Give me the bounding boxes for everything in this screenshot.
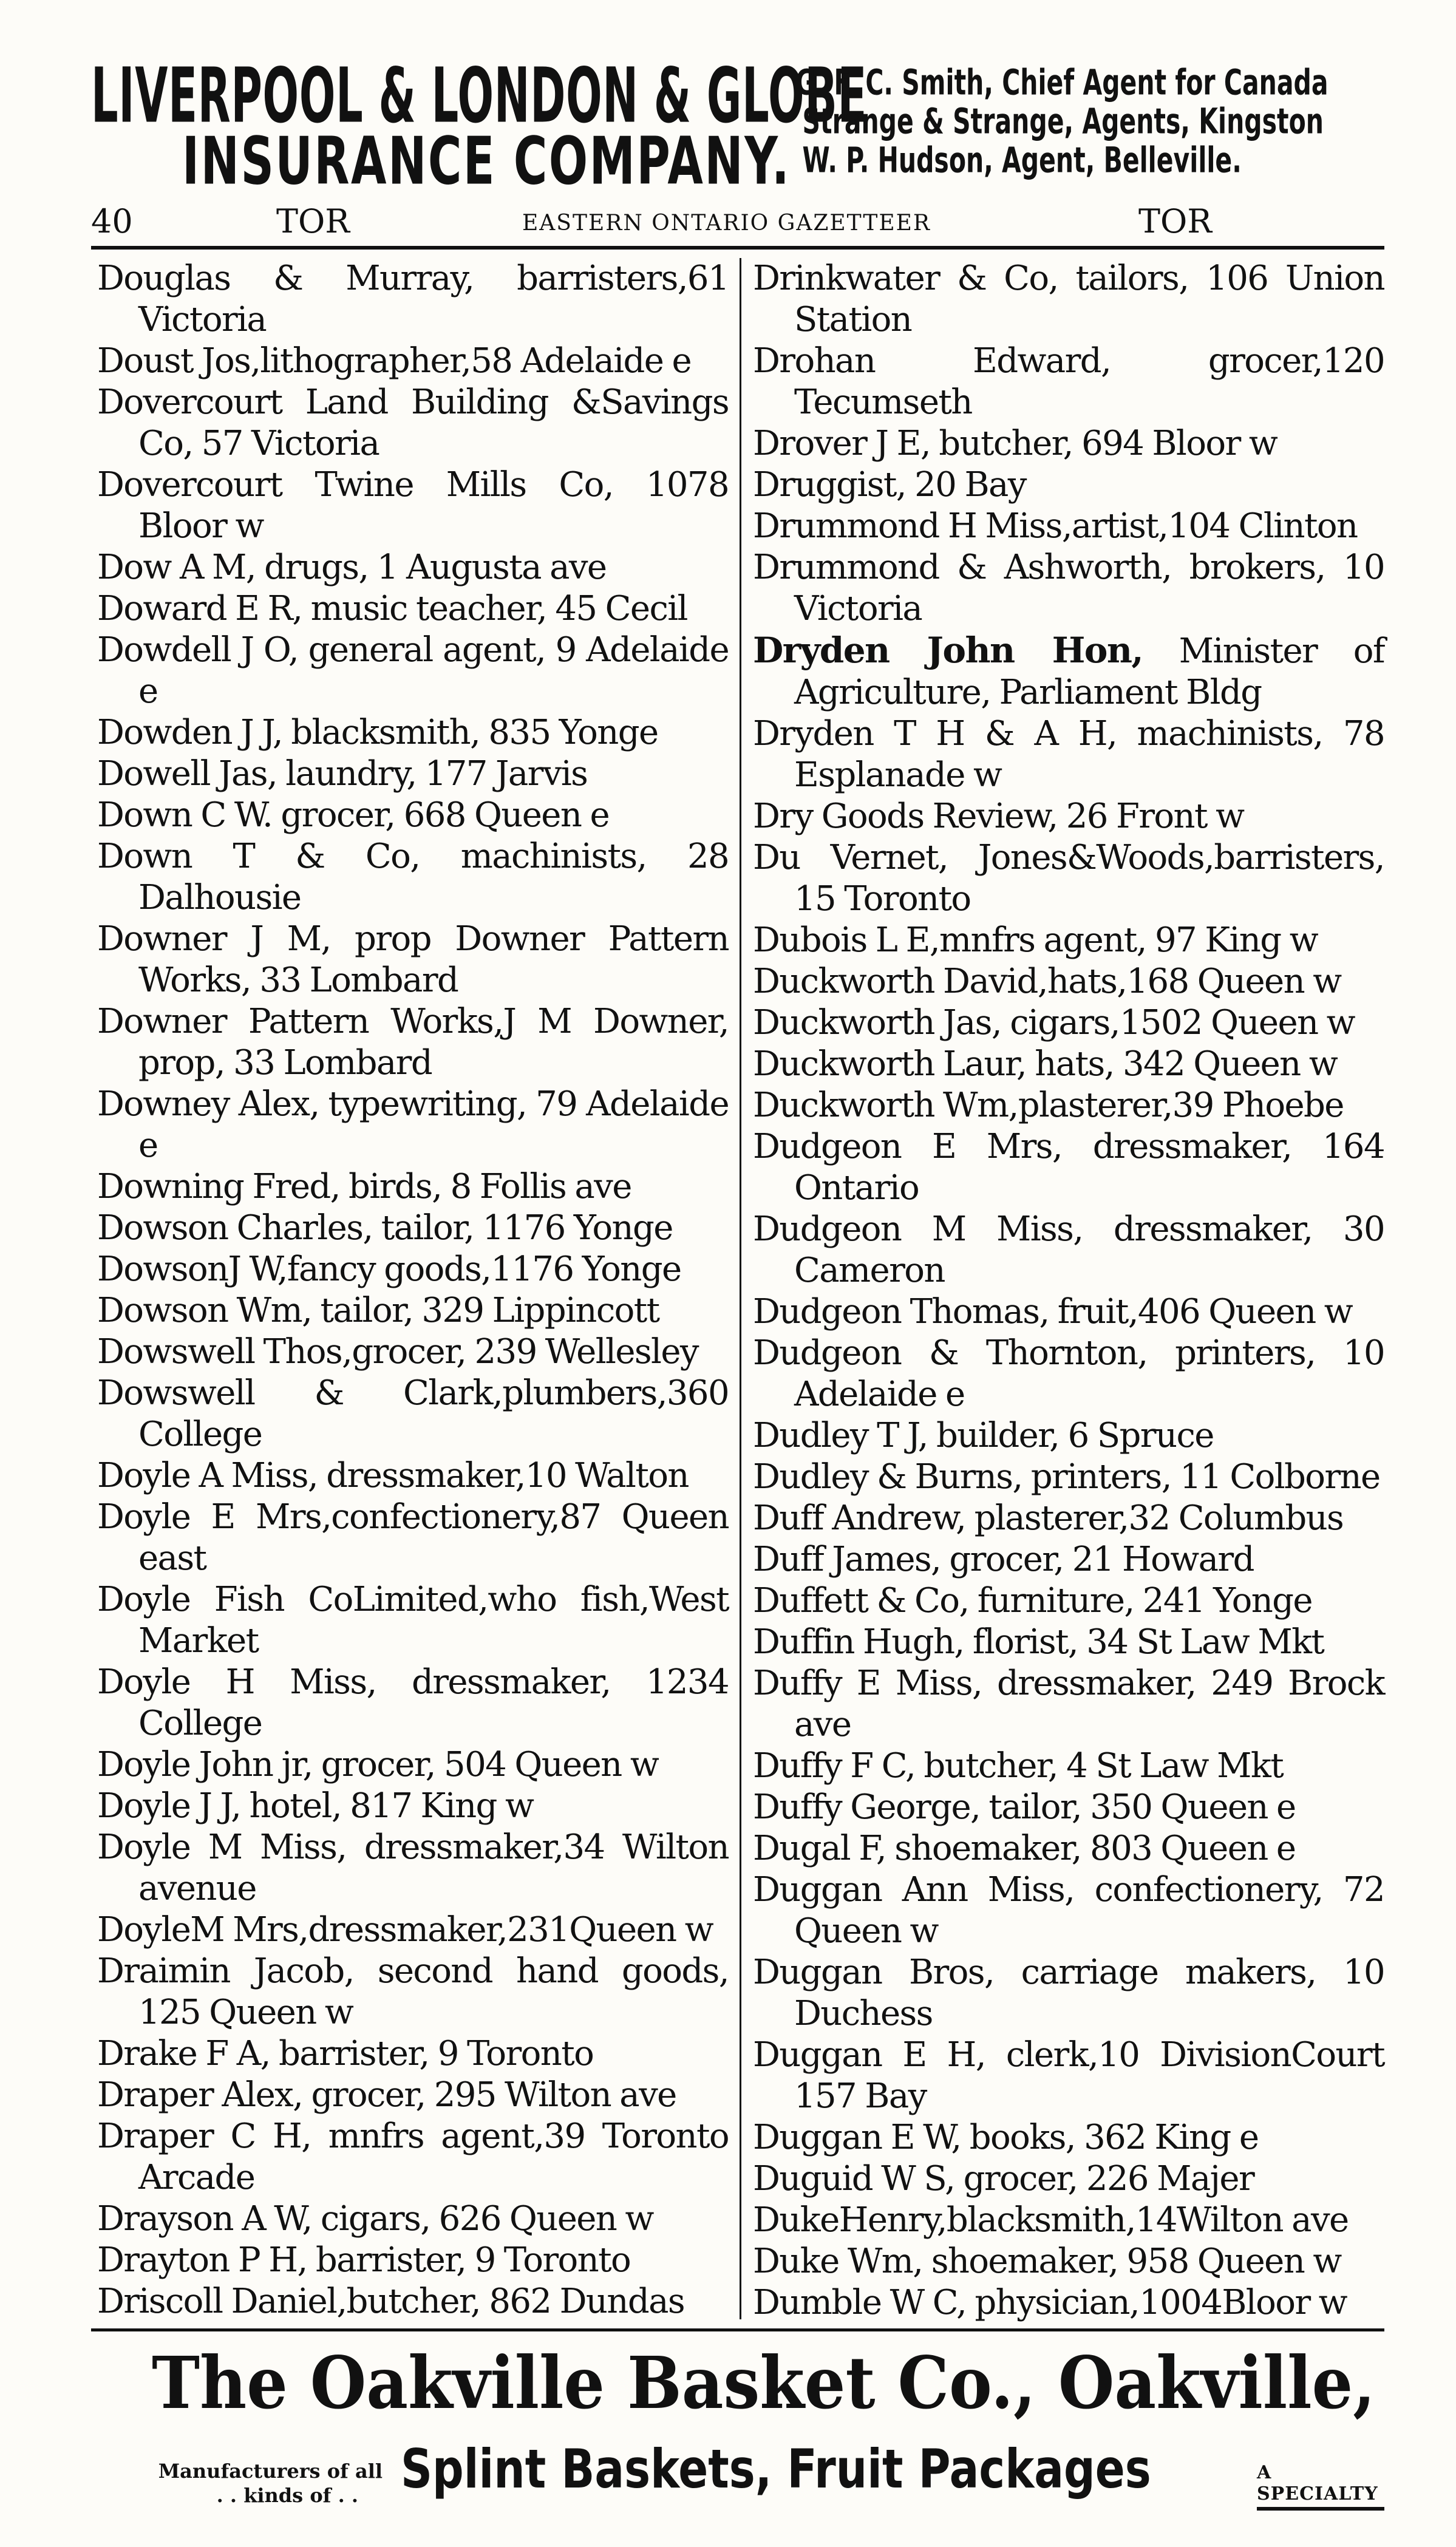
ad-agent-line: Strange & Strange, Agents, Kingston <box>802 101 1324 142</box>
directory-entry: Drake F A, barrister, 9 Toronto <box>97 2034 594 2073</box>
ad-company-name-line1: LIVERPOOL & LONDON & GLOBE <box>91 52 868 140</box>
directory-entry: Duffy E Miss, dressmaker, 249 Brock ave <box>753 1664 1384 1744</box>
directory-entry: Downer Pattern Works,J M Downer, prop, 33 Lombard <box>97 1002 729 1083</box>
header-left-title: TOR <box>276 202 350 240</box>
directory-entry: Duckworth David,hats,168 Queen w <box>753 962 1341 1001</box>
running-header <box>91 197 1384 250</box>
directory-entry: Dowden J J, blacksmith, 835 Yonge <box>97 713 658 752</box>
directory-entry: Dowdell J O, general agent, 9 Adelaide e <box>97 630 729 711</box>
directory-entry: Duguid W S, grocer, 226 Majer <box>753 2159 1254 2198</box>
directory-entry: Driscoll Daniel,butcher, 862 Dundas <box>97 2282 685 2321</box>
directory-entry: Duckworth Wm,plasterer,39 Phoebe <box>753 1086 1344 1125</box>
directory-columns <box>91 258 1384 2322</box>
directory-entry: Drover J E, butcher, 694 Bloor w <box>753 424 1277 463</box>
directory-entry: Doyle John jr, grocer, 504 Queen w <box>97 1745 659 1784</box>
entry-text: Minister of Agriculture, Parliament Bldg <box>794 631 1384 712</box>
directory-entry: Down C W. grocer, 668 Queen e <box>97 795 610 835</box>
directory-entry: Dowswell Thos,grocer, 239 Wellesley <box>97 1332 698 1372</box>
directory-entry: Dovercourt Twine Mills Co, 1078 Bloor w <box>97 465 729 546</box>
directory-page <box>91 52 1384 2517</box>
directory-entry: Dowson Wm, tailor, 329 Lippincott <box>97 1291 659 1330</box>
directory-entry: Douglas & Murray, barristers,61 Victoria <box>97 259 729 339</box>
directory-entry: Duffin Hugh, florist, 34 St Law Mkt <box>753 1622 1324 1662</box>
directory-entry: Druggist, 20 Bay <box>753 465 1026 505</box>
directory-entry: Downing Fred, birds, 8 Follis ave <box>97 1167 631 1206</box>
right-column <box>753 258 1384 2322</box>
directory-entry: Draimin Jacob, second hand goods, 125 Queen w <box>97 1951 729 2032</box>
ad-agent-line: W. P. Hudson, Agent, Belleville. <box>802 140 1242 181</box>
directory-entry: Drohan Edward, grocer,120 Tecumseth <box>753 341 1384 422</box>
directory-entry: Doyle E Mrs,confectionery,87 Queen east <box>97 1497 729 1578</box>
directory-entry: Doyle J J, hotel, 817 King w <box>97 1786 534 1826</box>
page-number: 40 <box>91 202 133 240</box>
entry-bold-name: Dryden John Hon, <box>753 630 1143 671</box>
ad-basket-company: The Oakville Basket Co., Oakville, <box>152 2341 1376 2425</box>
directory-entry: DukeHenry,blacksmith,14Wilton ave <box>753 2200 1349 2240</box>
directory-entry: Dryden T H & A H, machinists, 78 Esplanade w <box>753 714 1384 795</box>
directory-entry: Doyle M Miss, dressmaker,34 Wilton avenue <box>97 1828 729 1908</box>
directory-entry: Draper Alex, grocer, 295 Wilton ave <box>97 2075 676 2115</box>
directory-entry: Dudgeon & Thornton, printers, 10 Adelaide e <box>753 1333 1384 1414</box>
directory-entry: Drummond H Miss,artist,104 Clinton <box>753 506 1358 546</box>
ad-manufacturers-line: Manufacturers of all <box>158 2460 383 2483</box>
left-column <box>97 258 729 2319</box>
directory-entry: Drayson A W, cigars, 626 Queen w <box>97 2199 653 2239</box>
directory-entry: Dow A M, drugs, 1 Augusta ave <box>97 548 607 587</box>
basket-advertisement <box>91 2341 1384 2517</box>
directory-entry: Dudley T J, builder, 6 Spruce <box>753 1416 1214 1455</box>
directory-entry: Downey Alex, typewriting, 79 Adelaide e <box>97 1084 729 1165</box>
footer-divider <box>91 2328 1384 2331</box>
directory-entry: Dowswell & Clark,plumbers,360 College <box>97 1373 729 1454</box>
directory-entry: Dudgeon E Mrs, dressmaker, 164 Ontario <box>753 1127 1384 1208</box>
directory-entry: Doyle H Miss, dressmaker, 1234 College <box>97 1662 729 1743</box>
directory-entry: Duggan Bros, carriage makers, 10 Duchess <box>753 1953 1384 2033</box>
ad-agents <box>795 60 1384 181</box>
directory-entry: Drummond & Ashworth, brokers, 10 Victoria <box>753 548 1384 628</box>
ad-manufacturers-label <box>91 2459 383 2508</box>
directory-entry: Duff James, grocer, 21 Howard <box>753 1540 1254 1579</box>
directory-entry: Duckworth Laur, hats, 342 Queen w <box>753 1044 1338 1084</box>
header-center-title: EASTERN ONTARIO GAZETTEER <box>522 211 931 236</box>
ad-manufacturers-line: . . kinds of . . <box>216 2484 358 2507</box>
directory-entry: Dovercourt Land Building &Savings Co, 57 Victoria <box>97 383 729 463</box>
directory-entry: Drinkwater & Co, tailors, 106 Union Station <box>753 259 1384 339</box>
directory-entry: Duffy F C, butcher, 4 St Law Mkt <box>753 1746 1284 1786</box>
directory-entry: Duggan E W, books, 362 King e <box>753 2118 1259 2157</box>
ad-company-name-line2: INSURANCE COMPANY. <box>182 123 791 200</box>
directory-entry: Duke Wm, shoemaker, 958 Queen w <box>753 2242 1341 2281</box>
directory-entry: Duggan Ann Miss, confectionery, 72 Queen w <box>753 1870 1384 1951</box>
directory-entry: Down T & Co, machinists, 28 Dalhousie <box>97 837 729 917</box>
directory-entry: Doward E R, music teacher, 45 Cecil <box>97 589 687 628</box>
ad-agent-line: G. F. C. Smith, Chief Agent for Canada <box>795 62 1328 103</box>
directory-entry: Dubois L E,mnfrs agent, 97 King w <box>753 920 1318 960</box>
column-divider <box>740 258 741 2319</box>
ad-products: Splint Baskets, Fruit Packages <box>401 2438 1151 2500</box>
directory-entry: Dowell Jas, laundry, 177 Jarvis <box>97 754 588 794</box>
directory-entry: Doust Jos,lithographer,58 Adelaide e <box>97 341 692 381</box>
directory-entry: Dudley & Burns, printers, 11 Colborne <box>753 1457 1380 1497</box>
ad-specialty: A SPECIALTY <box>1257 2462 1384 2511</box>
directory-entry: Doyle A Miss, dressmaker,10 Walton <box>97 1456 689 1495</box>
directory-entry: Downer J M, prop Downer Pattern Works, 33 Lombard <box>97 919 729 1000</box>
directory-entry: Duckworth Jas, cigars,1502 Queen w <box>753 1003 1355 1042</box>
directory-entry: Dry Goods Review, 26 Front w <box>753 797 1244 836</box>
directory-entry: Dudgeon M Miss, dressmaker, 30 Cameron <box>753 1209 1384 1290</box>
directory-entry: Dudgeon Thomas, fruit,406 Queen w <box>753 1292 1353 1331</box>
directory-entry <box>753 630 1384 713</box>
directory-entry: Dumble W C, physician,1004Bloor w <box>753 2283 1347 2322</box>
directory-entry: Dowson Charles, tailor, 1176 Yonge <box>97 1208 673 1248</box>
directory-entry: Duffy George, tailor, 350 Queen e <box>753 1787 1296 1827</box>
directory-entry: Duffett & Co, furniture, 241 Yonge <box>753 1581 1312 1620</box>
insurance-advertisement <box>91 52 1384 200</box>
directory-entry: DowsonJ W,fancy goods,1176 Yonge <box>97 1250 681 1289</box>
directory-entry: Duff Andrew, plasterer,32 Columbus <box>753 1498 1344 1538</box>
directory-entry: Duggan E H, clerk,10 DivisionCourt 157 Bay <box>753 2035 1384 2116</box>
directory-entry: Drayton P H, barrister, 9 Toronto <box>97 2240 631 2280</box>
directory-entry: Du Vernet, Jones&Woods,barristers, 15 Toronto <box>753 838 1384 919</box>
directory-entry: Doyle Fish CoLimited,who fish,West Market <box>97 1580 729 1661</box>
header-right-title: TOR <box>1138 202 1212 240</box>
directory-entry: Draper C H, mnfrs agent,39 Toronto Arcade <box>97 2117 729 2197</box>
directory-entry: Dugal F, shoemaker, 803 Queen e <box>753 1829 1296 1868</box>
directory-entry: DoyleM Mrs,dressmaker,231Queen w <box>97 1910 713 1950</box>
